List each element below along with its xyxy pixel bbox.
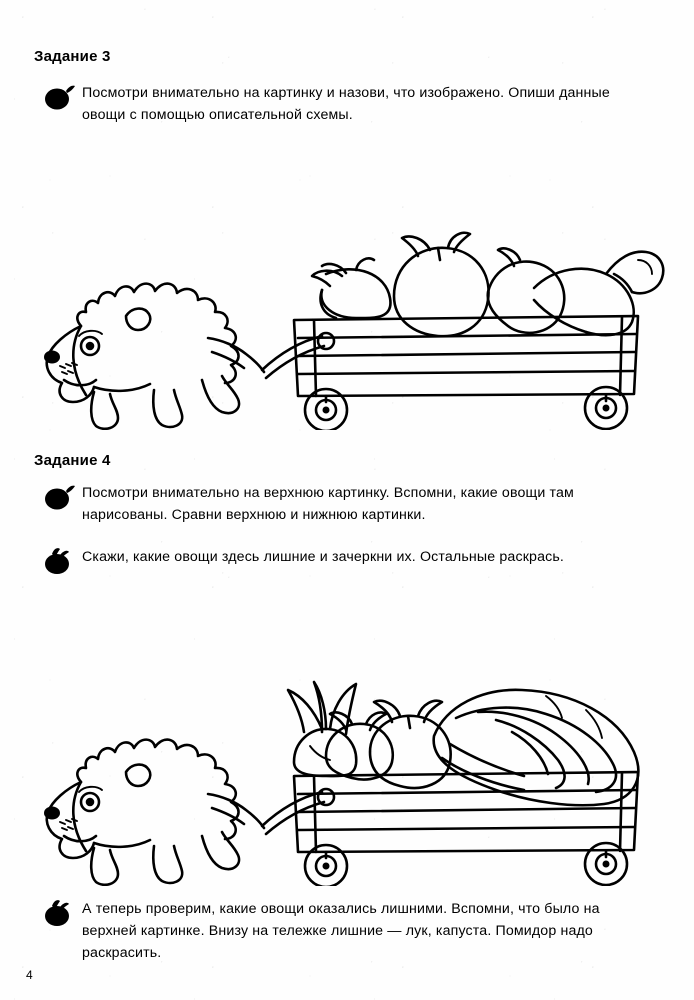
task-4-instruction-row-2	[42, 546, 662, 576]
task-4-instruction-text-1: Посмотри внимательно на верхнюю картинку. Вспомни, какие овощи там нарисованы. Сравни верхнюю и нижнюю картинки.	[82, 485, 574, 523]
onion-bullet-icon	[42, 898, 76, 928]
task-4-heading: Задание 4	[34, 452, 111, 469]
onion-bullet-icon	[42, 546, 76, 576]
task-4-instruction-text-2: Скажи, какие овощи здесь лишние и зачеркни их. Остальные раскрась.	[82, 549, 565, 565]
beet-bullet-icon	[42, 482, 76, 512]
task-4-footer-row	[42, 898, 662, 964]
task-3-instruction-text: Посмотри внимательно на картинку и назови, что изображено. Опиши данные овощи с помощью описательной схемы.	[82, 85, 610, 123]
task-4-footer-text: А теперь проверим, какие овощи оказались лишними. Вспомни, что было на верхней картинке. Внизу на тележке лишние — лук, капуста. Помидор надо раскрасить.	[82, 901, 600, 961]
beet-bullet-icon	[42, 82, 76, 112]
hedgehog-with-cart-of-vegetables-bottom	[26, 586, 676, 886]
task-3-instruction-row	[42, 82, 662, 126]
task-3-heading: Задание 3	[34, 48, 111, 65]
hedgehog-with-cart-of-vegetables-top	[26, 140, 676, 430]
task-4-instruction-row-1	[42, 482, 662, 526]
page-number: 4	[26, 968, 33, 982]
